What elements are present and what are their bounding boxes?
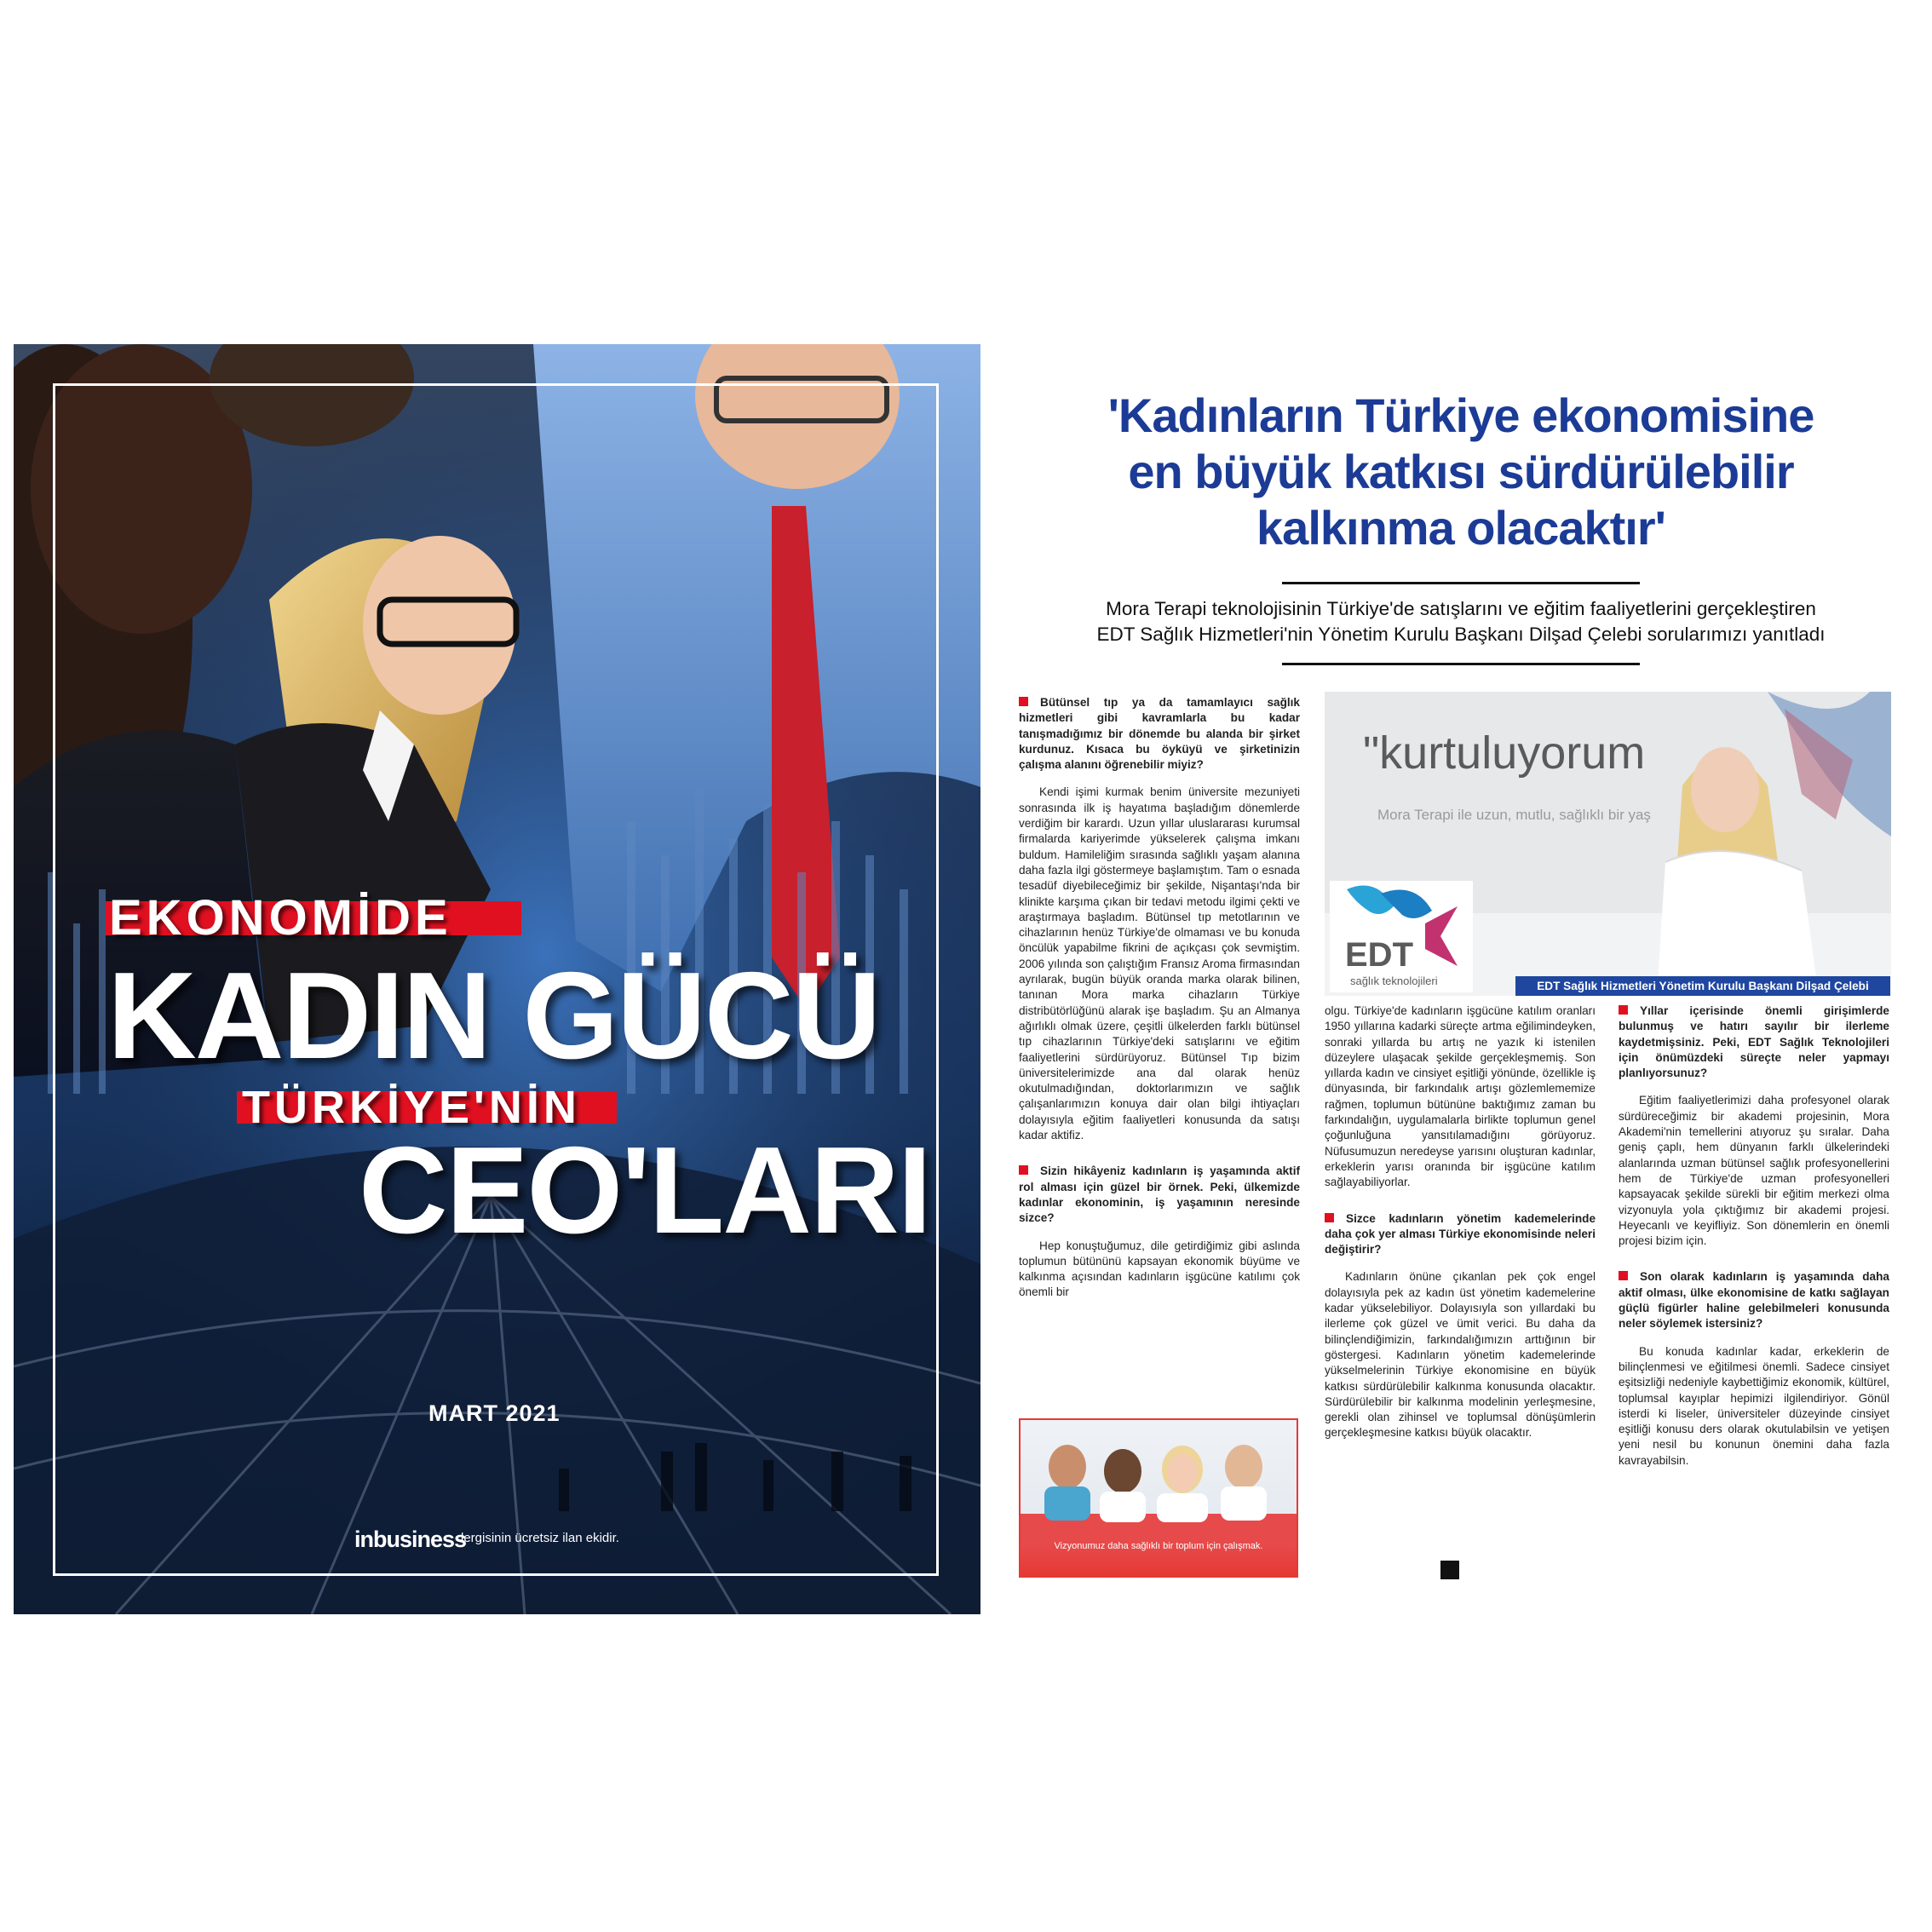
subhead-line: EDT Sağlık Hizmetleri'nin Yönetim Kurulu Başkanı Dilşad Çelebi sorularımızı yanıtladı bbox=[1096, 624, 1826, 645]
question: Sizce kadınların yönetim kademelerinde daha çok yer alması Türkiye ekonomisinde neleri değiştirir? bbox=[1325, 1211, 1596, 1256]
ad-health-staff-image bbox=[1021, 1420, 1297, 1576]
bullet-square-icon bbox=[1619, 1005, 1628, 1015]
ad-slogan: Vizyonumuz daha sağlıklı bir toplum için çalışmak. bbox=[1054, 1541, 1263, 1551]
question: Bütünsel tıp ya da tamamlayıcı sağlık hizmetleri gibi kavramlarla bu kadar tanışmadığımız bir dönemde bu alanda bir şirket kurdunuz. Kısaca bu öyküyü ve şirketinizin çalışma alanını öğrenebilir miyiz? bbox=[1019, 696, 1300, 772]
bullet-square-icon bbox=[1019, 697, 1028, 706]
bullet-square-icon bbox=[1325, 1213, 1334, 1222]
article-column-1 bbox=[1019, 695, 1300, 1302]
answer-paragraph: Eğitim faaliyetlerimizi daha profesyonel olarak sürdüreceğimiz bir akademi projesinin, Mora Akademi'nin temellerini atıyoruz şu sıralar. Daha geniş çaplı, hem dünyanın farklı ülkelerindeki alanlarında uzman bütünsel sağlık profesyonellerini hem de Türkiye'de uzman profesyonelleri kapsayacak şekilde sürekli bir eğitim merkezi olma vizyonuyla yola çıktığımız bir akademi projesi. Heyecanlı ve keyifliyiz. Son dönemlerin en önemli projesi bizim için. bbox=[1619, 1094, 1889, 1248]
edt-logo bbox=[1330, 881, 1473, 992]
answer-paragraph: Hep konuştuğumuz, dile getirdiğimiz gibi aslında toplumun bütününü kapsayan ekonomik büyüme ve kalkınma açısından kadınların işgücüne katılımı çok önemli bir bbox=[1019, 1239, 1300, 1299]
photo-tagline: Mora Terapi ile uzun, mutlu, sağlıklı bir yaş bbox=[1377, 807, 1651, 823]
headline-line: 'Kadınların Türkiye ekonomisine bbox=[1107, 388, 1814, 442]
cover-date: MART 2021 bbox=[428, 1400, 561, 1426]
end-of-article-mark bbox=[1440, 1561, 1459, 1579]
question: Yıllar içerisinde önemli girişimlerde bulunmuş ve hatırı sayılır bir ilerleme kaydetmişsiniz. Peki, EDT Sağlık Teknolojileri için önümüzdeki süreçte neler yapmayı planlıyorsunuz? bbox=[1619, 1004, 1889, 1080]
headline-line: kalkınma olacaktır' bbox=[1256, 501, 1665, 555]
subhead-line: Mora Terapi teknolojisinin Türkiye'de satışlarını ve eğitim faaliyetlerini gerçekleştiren bbox=[1106, 598, 1816, 619]
logo-text: EDT bbox=[1345, 936, 1413, 974]
article-column-3 bbox=[1619, 1003, 1889, 1470]
headline-line: en büyük katkısı sürdürülebilir bbox=[1128, 445, 1794, 498]
brand-note: dergisinin ücretsiz ilan ekidir. bbox=[457, 1531, 619, 1545]
question: Son olarak kadınların iş yaşamında daha aktif olması, ülke ekonomisine de katkı sağlayan güçlü figürler haline gelebilmeleri konusunda neler söylemek istersiniz? bbox=[1619, 1270, 1889, 1331]
magazine-brand-logo: inbusiness bbox=[354, 1527, 467, 1552]
divider bbox=[1282, 663, 1640, 665]
photo-caption: EDT Sağlık Hizmetleri Yönetim Kurulu Başkanı Dilşad Çelebi bbox=[1515, 976, 1890, 996]
answer-paragraph: Kadınların önüne çıkanlan pek çok engel dolayısıyla pek az kadın üst yönetim kademelerine kadar yükselebiliyor. Dolayısıyla son yıllardaki bu ilerleme çok güzel ve ümit verici. Bu daha da bilinçlendiğimizin, farkındalığımızın arttığının bir göstergesi. Kadınların yönetim kademelerinde yükselmelerinin Türkiye ekonomisine en büyük katkısı sürdürülebilir kalkınma konusunda olacaktır. Sürdürülebilir bir kalkınma modelinin yerleşmesine, gerekli olan zihinsel ve toplumsal dönüşümlerin gerçekleşmesine katkısı büyük olacaktır. bbox=[1325, 1270, 1596, 1440]
cover-kicker-2: TÜRKİYE'NİN bbox=[242, 1082, 581, 1133]
article-column-2 bbox=[1325, 1003, 1596, 1443]
bullet-square-icon bbox=[1619, 1271, 1628, 1280]
divider bbox=[1282, 582, 1640, 584]
bullet-square-icon bbox=[1019, 1165, 1028, 1175]
answer-paragraph: Kendi işimi kurmak benim üniversite mezuniyeti sonrasında ilk iş hayatıma başladığım dönemlerde verdiğim bir karardı. Uzun yıllar uluslararası kurumsal firmalarda kariyerimde yükselerek çalışma imkanı buldum. Hamileliğim sırasında sağlıklı yaşam alanına daha fazla ilgi göstermeye başlamıştım. Tam o esnada tesadüf diyebileceğimiz bir şekilde, Nişantaşı'nda bir klinikte karşıma çıkan bir tedavi metodu ilgimi çekti ve araştırmaya başladım. Bütünsel tıp metotlarının ve cihazlarının henüz Türkiye'de olmaması ve bu konuda öncülük yapabilme fikrini de açıkçası çok sevmiştim. 2006 yılında son çalıştığım Fransız Aroma firmasından ayrılarak, bugün büyük oranda marka olarak bilinen, tanınan Mora marka cihazların Türkiye distribütörlüğünü alarak işe başladım. Şu an Almanya ağırlıklı olmak üzere, çeşitli ülkelerden farklı bütünsel tıp cihazlarının Türkiye'deki satışlarını ve eğitim faaliyetlerini sürdürüyoruz. Bütünsel Tıp bizim üniversitelerimizde ana dal olarak henüz okutulmadığından, doktorlarımızın ve sağlık çalışanlarımızın konuya dair olan bilgi ihtiyaçları dolayısıyla eğitim faaliyetleri konusunda da satışı kadar aktifiz. bbox=[1019, 785, 1300, 1142]
advertisement bbox=[1019, 1418, 1298, 1578]
magazine-cover bbox=[14, 344, 980, 1614]
article-headline bbox=[1009, 388, 1912, 556]
cover-kicker: EKONOMİDE bbox=[109, 890, 452, 946]
cover-title: KADIN GÜCÜ bbox=[107, 946, 880, 1084]
answer-paragraph: Bu konuda kadınlar kadar, erkeklerin de bilinçlenmesi ve eğitilmesi önemli. Sadece cinsiyet eşitsizliği nedeniyle kaybettiğimiz ekonomik, kültürel, toplumsal kayıplar hepimizi ilgilendiriyor. Gönül isterdi ki liseler, üniversiteler düzeyinde cinsiyet eşitliği konusu ders olarak okutulabilsin ve yetişen yeni nesil bu konunun önemini daha fazla kavrayabilsin. bbox=[1619, 1344, 1889, 1467]
logo-subtext: sağlık teknolojileri bbox=[1350, 975, 1438, 987]
photo-word: "kurtuluyorum bbox=[1363, 727, 1646, 779]
answer-paragraph: olgu. Türkiye'de kadınların işgücüne katılım oranları 1950 yıllarına kadarki süreçte artma eğilimindeyken, sonraki yıllarda bu artış ne yazık ki istenilen düzeylere ulaşacak şekilde gerçekleşmemiş. Son yıllarda kadın ve cinsiyet eşitliği yönünde, özellikle iş dünyasında, bir farkındalık artışı gözlemlememize rağmen, toplumun bütününe baktığımız zaman bu farkındalığın, uygulamalarla birlikte toplumun genel çoğunluğuna yansıtılamadığını görüyoruz. Nüfusumuzun neredeyse yarısını oluşturan kadınlar, erkeklerin yarısı oranında bir işgücüne katılım sağlayabiliyorlar. bbox=[1325, 1004, 1596, 1189]
question: Sizin hikâyeniz kadınların iş yaşamında aktif rol alması için güzel bir örnek. Peki, ülkemizde kadınlar ekonominin, iş yaşamının neresinde sizce? bbox=[1019, 1164, 1300, 1225]
article-subheading bbox=[1014, 596, 1908, 647]
cover-title-2: CEO'LARI bbox=[359, 1121, 930, 1259]
